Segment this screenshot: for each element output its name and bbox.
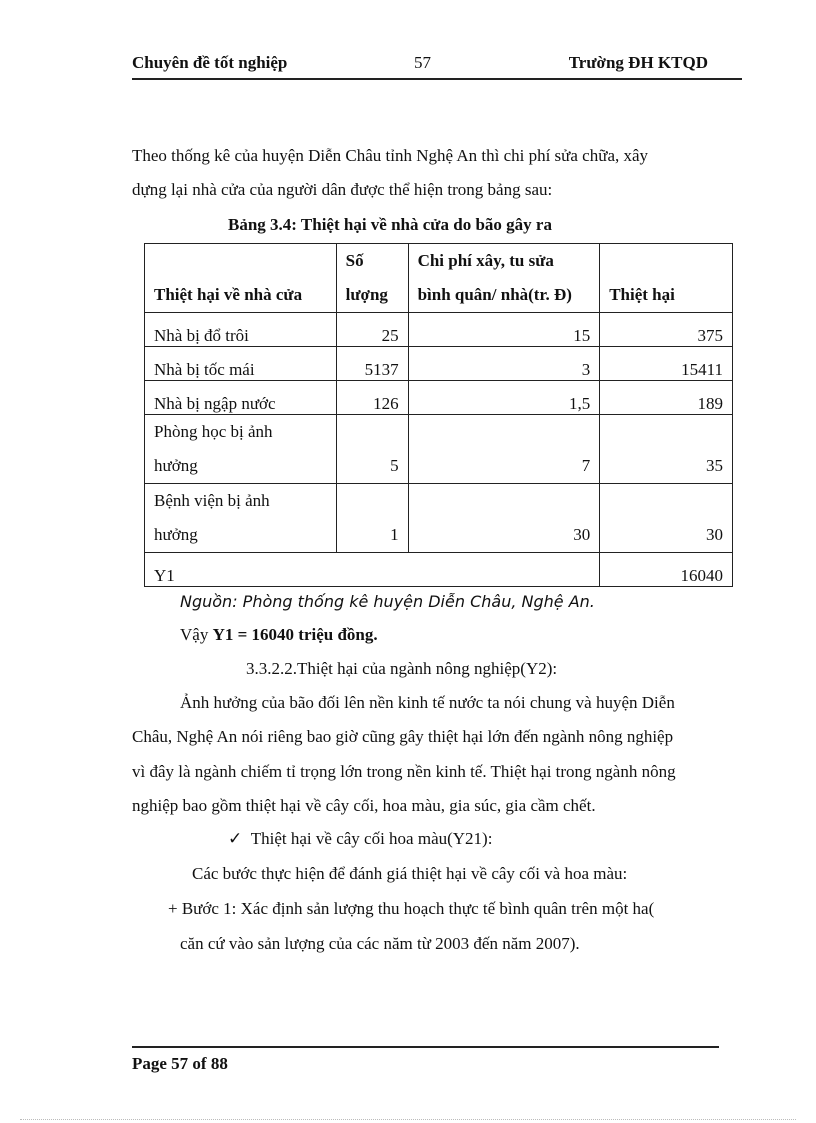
cell-cost: 7	[408, 415, 600, 484]
table-source: Nguồn: Phòng thống kê huyện Diễn Châu, Nghệ An.	[180, 592, 595, 611]
para-line-3: vì đây là ngành chiếm tỉ trọng lớn trong nền kinh tế. Thiệt hại trong ngành nông	[132, 762, 676, 781]
intro-line-2: dựng lại nhà cửa của người dân được thể hiện trong bảng sau:	[132, 180, 553, 199]
check-item: ✓ Thiệt hại về cây cối hoa màu(Y21):	[228, 829, 493, 848]
para-line-2: Châu, Nghệ An nói riêng bao giờ cũng gây thiệt hại lớn đến ngành nông nghiệp	[132, 727, 674, 746]
cell-name: Nhà bị ngập nước	[145, 381, 337, 415]
cell-cost: 1,5	[408, 381, 600, 415]
cell-qty: 5137	[336, 347, 408, 381]
table-header-row	[145, 244, 733, 313]
table-title: Bảng 3.4: Thiệt hại về nhà cửa do bão gây ra	[228, 215, 552, 234]
conclusion: Vậy Y1 = 16040 triệu đồng.	[180, 625, 378, 644]
damage-table	[144, 243, 733, 587]
total-label: Y1	[145, 553, 600, 587]
page-footer: Page 57 of 88	[132, 1046, 719, 1074]
cell-qty: 126	[336, 381, 408, 415]
cell-cost: 30	[408, 484, 600, 553]
cell-name: Nhà bị tốc mái	[145, 347, 337, 381]
table-row	[145, 313, 733, 347]
page-header	[132, 52, 742, 80]
header-cell-qty: Số lượng	[336, 244, 408, 313]
header-cell-damage: Thiệt hại	[600, 244, 733, 313]
header-cell-cost: Chi phí xây, tu sửa bình quân/ nhà(tr. Đ)	[408, 244, 600, 313]
header-page-number: 57	[414, 53, 431, 72]
cell-damage: 30	[600, 484, 733, 553]
para-line-1: Ảnh hưởng của bão đối lên nền kinh tế nước ta nói chung và huyện Diễn	[180, 693, 675, 712]
cell-damage: 375	[600, 313, 733, 347]
table-row	[145, 484, 733, 553]
cell-name: Nhà bị đổ trôi	[145, 313, 337, 347]
cell-damage: 189	[600, 381, 733, 415]
cell-cost: 3	[408, 347, 600, 381]
header-left: Chuyên đề tốt nghiệp	[132, 53, 288, 72]
cell-damage: 35	[600, 415, 733, 484]
step1-line-1: + Bước 1: Xác định sản lượng thu hoạch thực tế bình quân trên một ha(	[168, 899, 655, 918]
cell-name: Bệnh viện bị ảnh hưởng	[145, 484, 337, 553]
cell-name: Phòng học bị ảnh hưởng	[145, 415, 337, 484]
para-line-4: nghiệp bao gồm thiệt hại về cây cối, hoa màu, gia súc, gia cầm chết.	[132, 796, 596, 815]
cell-qty: 5	[336, 415, 408, 484]
cell-damage: 15411	[600, 347, 733, 381]
table-row	[145, 415, 733, 484]
step1-line-2: căn cứ vào sản lượng của các năm từ 2003 đến năm 2007).	[180, 934, 580, 953]
cell-cost: 15	[408, 313, 600, 347]
table-total-row	[145, 553, 733, 587]
total-value: 16040	[600, 553, 733, 587]
checkmark-icon: ✓	[228, 829, 243, 848]
steps-intro: Các bước thực hiện để đánh giá thiệt hại về cây cối và hoa màu:	[192, 864, 628, 883]
cell-qty: 1	[336, 484, 408, 553]
header-cell-type: Thiệt hại về nhà cửa	[145, 244, 337, 313]
table-row	[145, 347, 733, 381]
section-heading: 3.3.2.2.Thiệt hại của ngành nông nghiệp(Y2):	[246, 659, 558, 678]
page-edge-divider	[20, 1119, 796, 1120]
table-row	[145, 381, 733, 415]
intro-line-1: Theo thống kê của huyện Diễn Châu tỉnh Nghệ An thì chi phí sửa chữa, xây	[132, 146, 649, 165]
cell-qty: 25	[336, 313, 408, 347]
header-right: Trường ĐH KTQD	[568, 53, 708, 72]
